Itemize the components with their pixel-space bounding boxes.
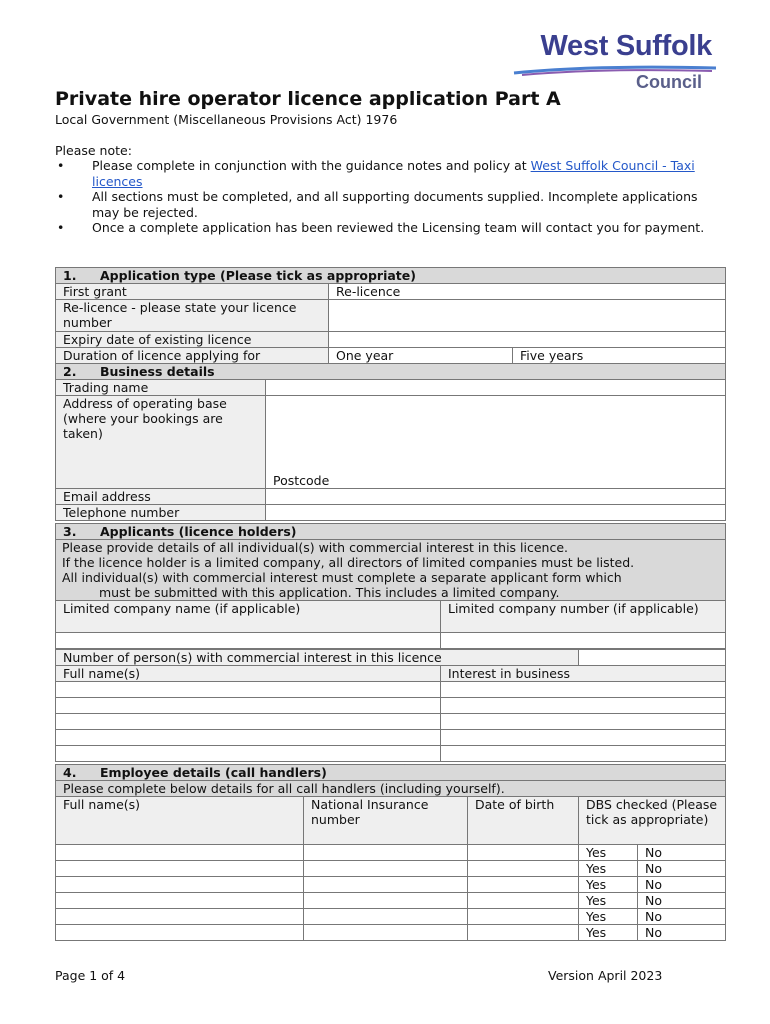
expiry-date-field[interactable] — [329, 332, 726, 348]
note-item — [55, 158, 710, 189]
dob-field[interactable] — [468, 861, 579, 877]
table-row — [56, 909, 726, 925]
notes-heading: Please note: — [55, 143, 132, 158]
dbs-no[interactable]: No — [638, 861, 726, 877]
note-item — [55, 189, 710, 220]
ni-field[interactable] — [304, 909, 468, 925]
note-text: Once a complete application has been reviewed the Licensing team will contact you for payment. — [92, 220, 705, 235]
version-label: Version April 2023 — [548, 968, 663, 983]
full-name-field[interactable] — [56, 845, 304, 861]
table-row — [56, 746, 726, 762]
dbs-no[interactable]: No — [638, 925, 726, 941]
dbs-no[interactable]: No — [638, 877, 726, 893]
section-3-note: All individual(s) with commercial interest must complete a separate applicant form which — [62, 570, 622, 585]
dob-field[interactable] — [468, 893, 579, 909]
address-field[interactable] — [266, 396, 726, 489]
address-label: Address of operating base (where your bookings are taken) — [56, 396, 266, 489]
full-name-field[interactable] — [56, 893, 304, 909]
dob-header: Date of birth — [468, 797, 579, 845]
full-name-field[interactable] — [56, 730, 441, 746]
interest-field[interactable] — [441, 682, 726, 698]
page-title: Private hire operator licence application Part A — [55, 88, 561, 110]
full-name-field[interactable] — [56, 877, 304, 893]
section-number: 2. — [63, 364, 77, 379]
full-name-field[interactable] — [56, 682, 441, 698]
table-row — [56, 730, 726, 746]
dbs-no[interactable]: No — [638, 845, 726, 861]
dbs-no[interactable]: No — [638, 893, 726, 909]
page-number: Page 1 of 4 — [55, 968, 126, 983]
dbs-yes[interactable]: Yes — [579, 909, 638, 925]
dbs-yes[interactable]: Yes — [579, 845, 638, 861]
company-name-label: Limited company name (if applicable) — [56, 601, 441, 633]
one-year-option[interactable]: One year — [329, 348, 513, 364]
ni-field[interactable] — [304, 845, 468, 861]
form-table-3 — [55, 523, 726, 762]
section-2-header — [56, 364, 726, 380]
company-number-label: Limited company number (if applicable) — [441, 601, 726, 633]
duration-label: Duration of licence applying for — [56, 348, 329, 364]
full-name-field[interactable] — [56, 909, 304, 925]
interest-field[interactable] — [441, 714, 726, 730]
taxi-licences-link[interactable]: West Suffolk Council - Taxi licences — [92, 158, 695, 189]
full-name-field[interactable] — [56, 925, 304, 941]
interest-field[interactable] — [441, 698, 726, 714]
table-row — [56, 877, 726, 893]
trading-name-label: Trading name — [56, 380, 266, 396]
council-logo — [510, 28, 720, 96]
five-years-option[interactable]: Five years — [513, 348, 726, 364]
dob-field[interactable] — [468, 845, 579, 861]
ni-field[interactable] — [304, 877, 468, 893]
company-number-field[interactable] — [441, 633, 726, 649]
dbs-yes[interactable]: Yes — [579, 877, 638, 893]
full-name-field[interactable] — [56, 714, 441, 730]
section-4-note: Please complete below details for all call handlers (including yourself). — [56, 781, 726, 797]
section-1-header — [56, 268, 726, 284]
section-3-notes — [56, 540, 726, 601]
table-row — [56, 925, 726, 941]
logo-council: Council — [636, 72, 702, 92]
ni-field[interactable] — [304, 861, 468, 877]
form-table-1 — [55, 267, 726, 521]
table-row — [56, 714, 726, 730]
section-title: Applicants (licence holders) — [100, 524, 297, 539]
dbs-no[interactable]: No — [638, 909, 726, 925]
dob-field[interactable] — [468, 925, 579, 941]
first-grant-label: First grant — [56, 284, 329, 300]
dbs-yes[interactable]: Yes — [579, 925, 638, 941]
section-title: Application type (Please tick as appropriate) — [100, 268, 416, 283]
email-field[interactable] — [266, 489, 726, 505]
section-3-header — [56, 524, 726, 540]
table-row — [56, 893, 726, 909]
dbs-yes[interactable]: Yes — [579, 893, 638, 909]
note-item — [55, 220, 710, 236]
num-persons-field[interactable] — [579, 650, 726, 666]
expiry-date-label: Expiry date of existing licence — [56, 332, 329, 348]
section-4-header — [56, 765, 726, 781]
notes-list — [55, 158, 710, 236]
relicence-number-label: Re-licence - please state your licence number — [56, 300, 329, 332]
bullet-icon: • — [57, 158, 65, 173]
form-table-4 — [55, 764, 726, 941]
section-number: 3. — [63, 524, 77, 539]
relicence-option[interactable]: Re-licence — [329, 284, 726, 300]
ni-field[interactable] — [304, 925, 468, 941]
section-3-note: If the licence holder is a limited company, all directors of limited companies must be listed. — [62, 555, 635, 570]
section-number: 1. — [63, 268, 77, 283]
section-3-note: must be submitted with this application. This includes a limited company. — [99, 585, 560, 600]
postcode-label: Postcode — [273, 473, 330, 488]
ni-number-header: National Insurance number — [304, 797, 468, 845]
section-number: 4. — [63, 765, 77, 780]
table-row — [56, 845, 726, 861]
full-names-header: Full name(s) — [56, 797, 304, 845]
company-name-field[interactable] — [56, 633, 441, 649]
note-text: All sections must be completed, and all supporting documents supplied. Incomplete applications may be rejected. — [92, 189, 698, 220]
dob-field[interactable] — [468, 877, 579, 893]
interest-header: Interest in business — [441, 666, 726, 682]
interest-field[interactable] — [441, 730, 726, 746]
full-name-field[interactable] — [56, 698, 441, 714]
section-title: Employee details (call handlers) — [100, 765, 327, 780]
logo-west-suffolk: West Suffolk — [540, 30, 712, 62]
full-name-field[interactable] — [56, 746, 441, 762]
telephone-label: Telephone number — [56, 505, 266, 521]
telephone-field[interactable] — [266, 505, 726, 521]
section-title: Business details — [100, 364, 215, 379]
table-row — [56, 698, 726, 714]
table-row — [56, 682, 726, 698]
interest-field[interactable] — [441, 746, 726, 762]
note-text: Please complete in conjunction with the guidance notes and policy at — [92, 158, 531, 173]
bullet-icon: • — [57, 189, 65, 204]
dob-field[interactable] — [468, 909, 579, 925]
ni-field[interactable] — [304, 893, 468, 909]
num-persons-label: Number of person(s) with commercial interest in this licence — [56, 650, 579, 666]
dbs-yes[interactable]: Yes — [579, 861, 638, 877]
trading-name-field[interactable] — [266, 380, 726, 396]
page-subtitle: Local Government (Miscellaneous Provisions Act) 1976 — [55, 112, 398, 127]
table-row — [56, 861, 726, 877]
email-label: Email address — [56, 489, 266, 505]
dbs-header: DBS checked (Please tick as appropriate) — [579, 797, 726, 845]
full-names-header: Full name(s) — [56, 666, 441, 682]
relicence-number-field[interactable] — [329, 300, 726, 332]
section-3-note: Please provide details of all individual(s) with commercial interest in this licence. — [62, 540, 568, 555]
full-name-field[interactable] — [56, 861, 304, 877]
bullet-icon: • — [57, 220, 65, 235]
